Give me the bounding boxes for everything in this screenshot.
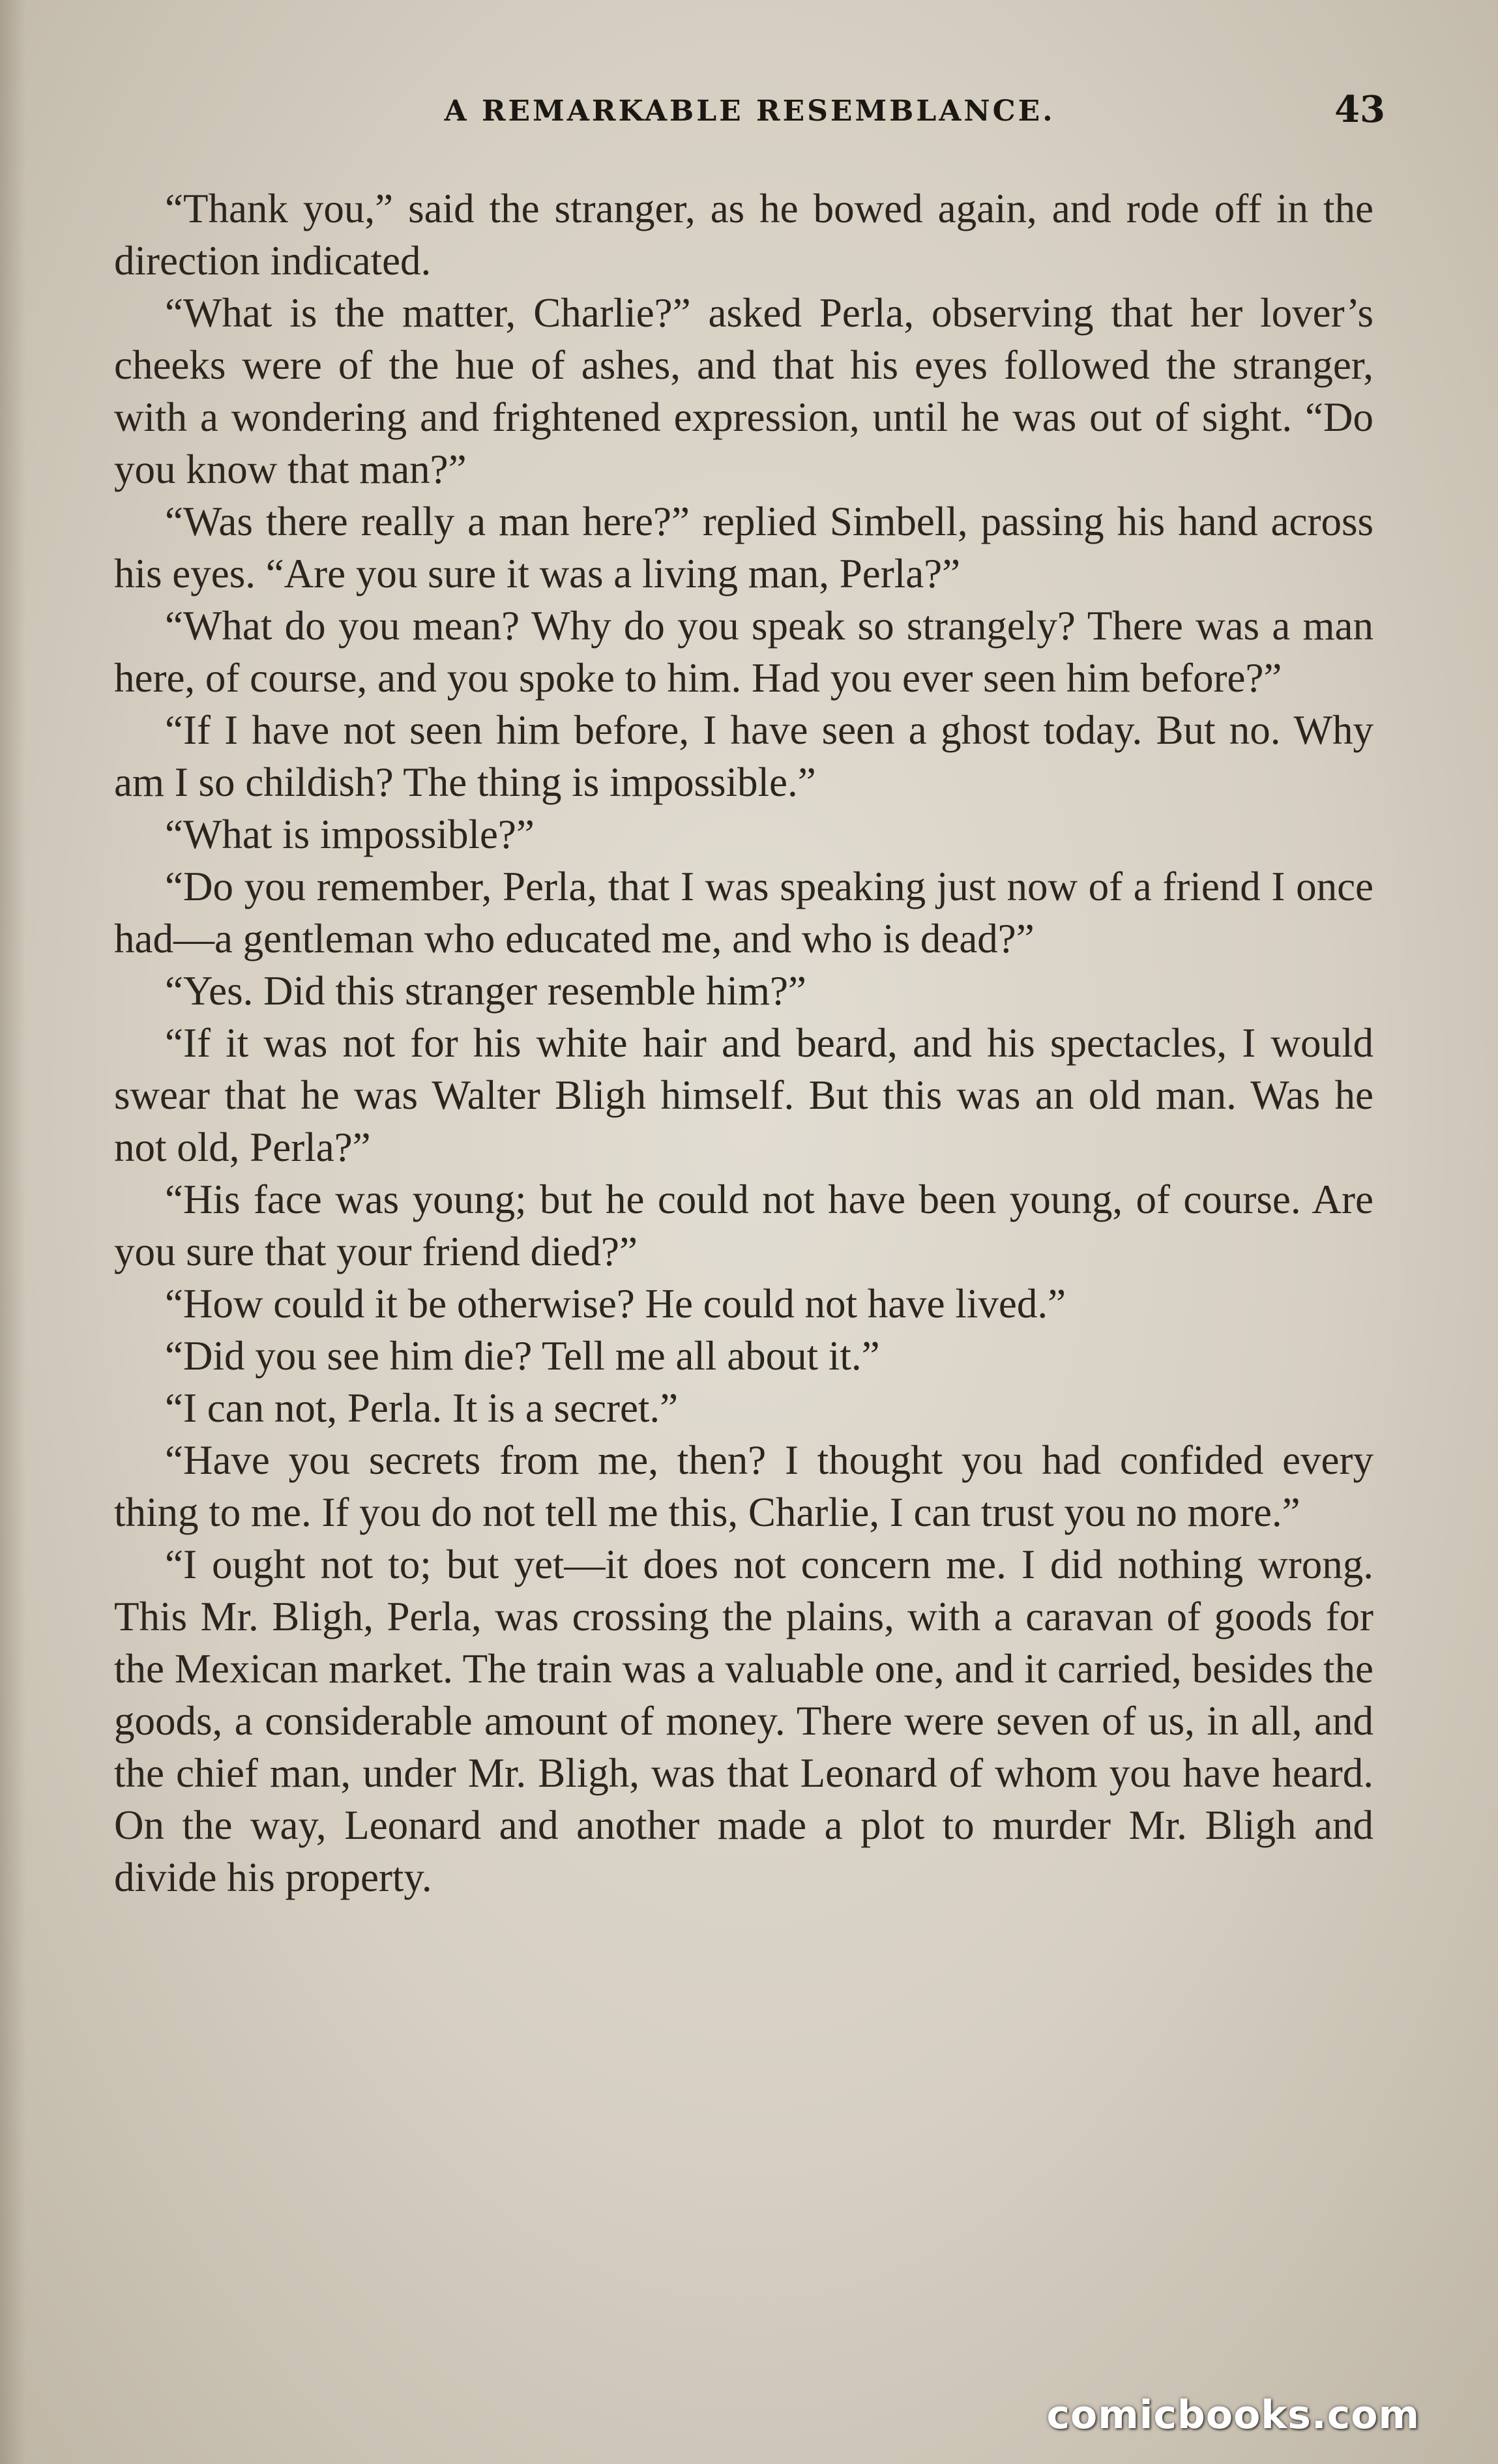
paragraph: “I ought not to; but yet—it does not concern me. I did nothing wrong. This Mr. Bligh, Perla, was crossing the plains, with a caravan of goods for the Mexican market. The train was a valuable one, and it carried, besides the goods, a considerable amount of money. There were seven of us, in all, and the chief man, under Mr. Bligh, was that Leonard of whom you have heard. On the way, Leonard and another made a plot to murder Mr. Bligh and divide his property. [114,1542,1373,1900]
paragraph: “Did you see him die? Tell me all about it.” [165,1333,880,1379]
paragraph: “What is the matter, Charlie?” asked Perla, observing that her lover’s cheeks were of the hue of ashes, and that his eyes followed the stranger, with a wondering and frightened expression, until he was out of sight. “Do you know that man?” [114,290,1373,492]
paragraph: “If it was not for his white hair and beard, and his spectacles, I would swear that he was Walter Bligh himself. But this was an old man. Was he not old, Perla?” [114,1020,1373,1170]
paragraph: “I can not, Perla. It is a secret.” [165,1385,679,1431]
paragraph: “If I have not seen him before, I have seen a ghost today. But no. Why am I so childish? The thing is impossible.” [114,707,1373,805]
body-text [114,183,1373,1903]
paragraph: “His face was young; but he could not have been young, of course. Are you sure that your friend died?” [114,1177,1373,1274]
paragraph: “Do you remember, Perla, that I was speaking just now of a friend I once had—a gentleman who educated me, and who is dead?” [114,864,1373,961]
paragraph: “Was there really a man here?” replied Simbell, passing his hand across his eyes. “Are you sure it was a living man, Perla?” [114,499,1373,596]
paragraph: “Thank you,” said the stranger, as he bowed again, and rode off in the direction indicated. [114,186,1373,284]
paragraph: “How could it be otherwise? He could not have lived.” [165,1281,1066,1327]
page-edge-shadow [0,0,26,2464]
page-header [114,88,1385,140]
paragraph: “What is impossible?” [165,812,535,857]
page-number: 43 [1334,88,1385,131]
running-title: A REMARKABLE RESEMBLANCE. [444,95,1055,128]
watermark: comicbooks.com [1046,2392,1420,2438]
paragraph: “Yes. Did this stranger resemble him?” [165,968,806,1014]
paragraph: “Have you secrets from me, then? I thought you had confided every thing to me. If you do not tell me this, Charlie, I can trust you no more.” [114,1437,1373,1535]
paragraph: “What do you mean? Why do you speak so strangely? There was a man here, of course, and you spoke to him. Had you ever seen him before?” [114,603,1373,701]
